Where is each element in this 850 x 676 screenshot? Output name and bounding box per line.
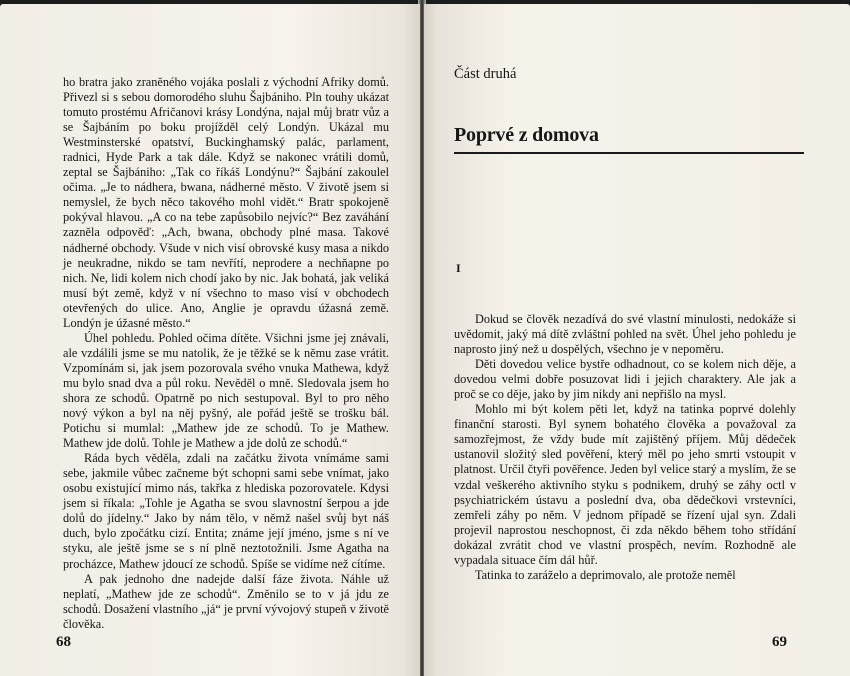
paragraph: Úhel pohledu. Pohled očima dítěte. Všichni jsme jej znávali, ale vzdálili jsme se mu natolik, že je těžké se k němu zase vrátit. Vzpomínám si, jak jsem pozorovala svého vnuka Mathewa, když mu bylo snad dva a půl roku. Nevěděl o mně. Sledovala jsem ho shora ze schodů. Opatrně po nich sestupoval. Byl to pro něho nový výkon a byl na něj pyšný, ale pořád ještě se trošku bál. Potichu si mumlal: „Mathew jde ze schodů. To je Mathew. Mathew jde dolů. Tohle je Mathew a jde dolů ze schodů.“ [63, 330, 389, 451]
page-number: 69 [772, 634, 787, 650]
paragraph: A pak jednoho dne nadejde další fáze života. Náhle už neplatí, „Mathew jde ze schodů“. Změnilo se to v já jdu ze schodů. Dosažení vlastního „já“ je první vývojový stupeň v životě člověka. [63, 571, 389, 631]
paragraph: Tatinka to zaráželo a deprimovalo, ale protože neměl [475, 567, 736, 582]
paragraph: Děti dovedou velice bystře odhadnout, co se kolem nich děje, a dovedou velmi dobře posuzovat lidi i jejich charaktery. Ale jak a proč se co děje, jako by jim nikdy ani nepřišlo na mysl. [454, 357, 796, 402]
left-page-text [63, 75, 389, 632]
chapter-title: Poprvé z domova [454, 124, 599, 146]
right-page [424, 4, 850, 676]
paragraph: Ráda bych věděla, zdali na začátku života vnímáme sami sebe, jakmile vůbec začneme být schopni sami sebe vnímat, jako osobu existující mimo nás, takřka z hlediska pozorovatele. Kdysi jsem si říkala: „Tohle je Agatha se svou slavnostní šerpou a jde dolů do jídelny.“ Jako by nám tělo, v němž našel svůj byt náš duch, bylo zpočátku cizí. Entita; známe její jméno, jsme s ní ve styku, ale ještě jsme se s ní plně neztotožnili. Jsme Agatha na procházce, Mathew jdoucí ze schodů. Spíše se vidíme než cítíme. [63, 451, 389, 571]
page-number: 68 [56, 634, 71, 650]
paragraph: Dokud se člověk nezadívá do své vlastní minulosti, nedokáže si uvědomit, jaký má dítě zvláštní pohled na svět. Úhel jeho pohledu je naprosto jiný než u dospělých, všechno je v nepoměru. [454, 312, 796, 357]
paragraph: Mohlo mi být kolem pěti let, když na tatinka poprvé dolehly finanční starosti. Byl synem bohatého člověka a považoval za samozřejmost, že vždy bude mít zajištěný příjem. Můj dědeček ustanovil složitý sled pověření, který měl po jeho smrti vstoupit v platnost. Určil čtyři pověřence. Jeden byl velice starý a myslím, že se vzdal veškerého aktivního styku s podnikem, druhý se záhy octl v psychiatrickém ústavu a poslední dva, oba dědečkovi vrstevníci, zemřeli záhy po něm. V jednom případě se řízení ujal syn. Zdali projevil naprostou neschopnost, či zda někdo během toho střídání dokázal zvrátit chod ve vlastní prospěch, nevím. Rozhodně ale vypadala situace čím dál hůř. [454, 402, 796, 567]
right-page-text [454, 312, 796, 583]
title-rule [454, 152, 804, 154]
left-page [0, 4, 420, 676]
paragraph: ho bratra jako zraněného vojáka poslali z východní Afriky domů. Přivezl si s sebou domorodého sluhu Šajbániho. Pln touhy ukázat tomuto prostému Afričanovi krásy Londýna, najal můj bratr vůz a se Šajbáním po boku projížděl celý Londýn. Ukázal mu Westminsterské opatství, Buckinghamský palác, parlament, radnici, Hyde Park a tak dále. Když se nakonec vrátili domů, zeptal se Šajbániho: „Tak co říkáš Londýnu?“ Šajbání zakoulel očima. „Je to nádhera, bwana, nádherné město. V životě jsem si nemyslel, že bych něco takového mohl vidět.“ Bratr spokojeně pokýval hlavou. „A co na tebe zapůsobilo nejvíc?“ Bez zaváhání zazněla odpověď: „Ach, bwana, obchody plné masa. Takové nádherné obchody. Všude v nich visí obrovské kusy masa a nikdo je neukradne, nikdo se tam nevřítí, neprodere a nechňapne po nich. Ne, lidi kolem nich chodí jako by nic. Jak bohatá, jak veliká musí být země, když v ní všechno to maso visí v obchodech otevřených do ulice. Ano, Anglie je opravdu úžasná země. Londýn je úžasné město.“ [63, 75, 389, 330]
section-number: I [456, 261, 461, 275]
part-title: Část druhá [454, 66, 517, 82]
